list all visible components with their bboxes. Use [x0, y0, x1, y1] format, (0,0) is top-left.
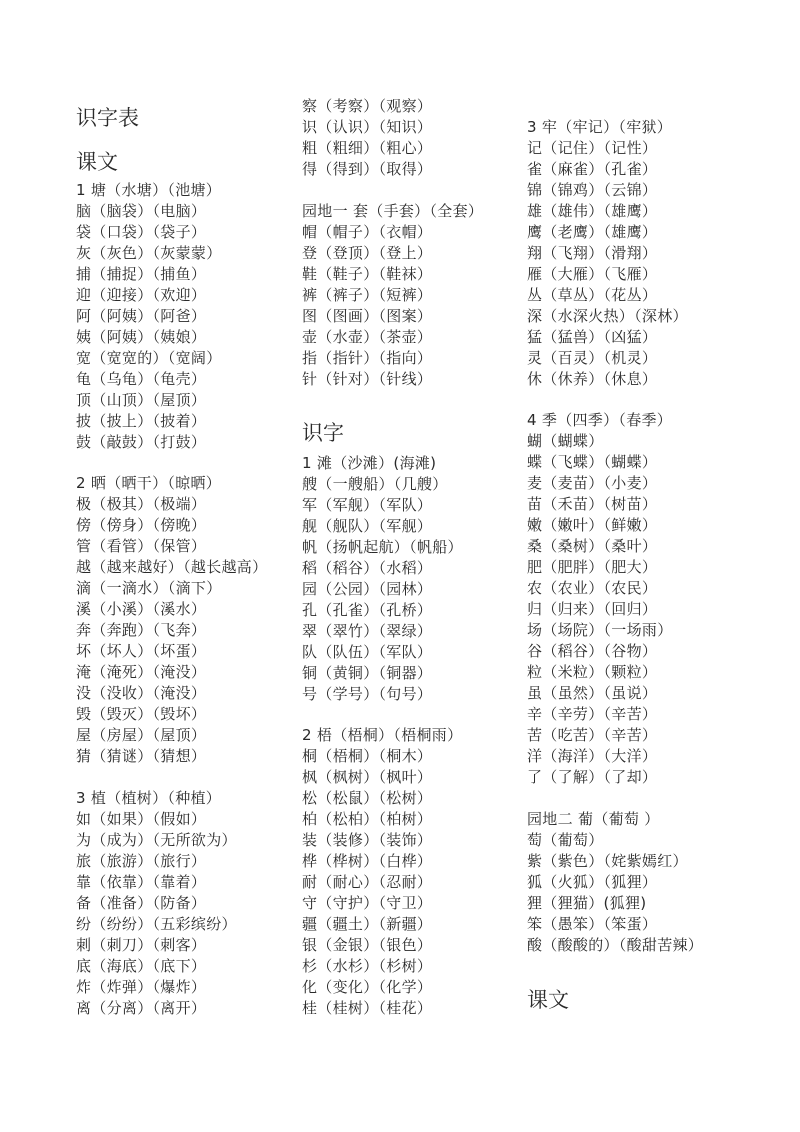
lesson-3-list	[76, 788, 237, 1019]
list-item: 淹（淹死）（淹没）	[76, 663, 207, 681]
list-item: 阿（阿姨）（阿爸）	[76, 307, 207, 325]
list-item: 帆（扬帆起航）（帆船）	[302, 538, 463, 556]
list-item: 4 季（四季）（春季）	[527, 411, 673, 429]
list-item: 园（公园）（园林）	[302, 580, 433, 598]
shizi-1-list	[302, 453, 463, 705]
list-item: 苗（禾苗）（树苗）	[527, 495, 658, 513]
list-item: 装（装修）（装饰）	[302, 831, 433, 849]
list-item: 丛（草丛）（花丛）	[527, 286, 658, 304]
list-item: 洋（海洋）（大洋）	[527, 747, 658, 765]
list-item: 肥（肥胖）（肥大）	[527, 558, 658, 576]
list-item: 登（登顶）（登上）	[302, 244, 433, 262]
list-item: 园地一 套（手套）（全套）	[302, 202, 484, 220]
list-item: 为（成为）（无所欲为）	[76, 831, 237, 849]
list-item: 翠（翠竹）（翠绿）	[302, 622, 433, 640]
list-item: 柏（松柏）（柏树）	[302, 810, 433, 828]
list-item: 指（指针）（指向）	[302, 349, 433, 367]
list-item: 雄（雄伟）（雄鹰）	[527, 202, 658, 220]
shizi-2-list	[302, 725, 462, 1019]
list-item: 紫（紫色）（姹紫嫣红）	[527, 852, 688, 870]
list-item: 帽（帽子）（衣帽）	[302, 223, 433, 241]
list-item: 坏（坏人）（坏蛋）	[76, 642, 207, 660]
list-item: 毁（毁灭）（毁坏）	[76, 705, 207, 723]
list-item: 灵（百灵）（机灵）	[527, 349, 658, 367]
list-item: 萄（葡萄）	[527, 831, 604, 849]
shizi-4-list	[527, 410, 673, 788]
list-item: 奔（奔跑）（飞奔）	[76, 621, 207, 639]
list-item: 管（看管）（保管）	[76, 537, 207, 555]
list-item: 枫（枫树）（枫叶）	[302, 768, 433, 786]
list-item: 迎（迎接）（欢迎）	[76, 286, 207, 304]
list-item: 农（农业）（农民）	[527, 579, 658, 597]
list-item: 松（松鼠）（松树）	[302, 789, 433, 807]
list-item: 银（金银）（银色）	[302, 936, 433, 954]
list-item: 休（休养）（休息）	[527, 370, 658, 388]
list-item: 离（分离）（离开）	[76, 999, 207, 1017]
section-heading-shizi: 识字	[302, 421, 344, 445]
list-item: 灰（灰色）（灰蒙蒙）	[76, 244, 222, 262]
list-item: 鞋（鞋子）（鞋袜）	[302, 265, 433, 283]
list-item: 疆（疆土）（新疆）	[302, 915, 433, 933]
list-item: 越（越来越好）（越长越高）	[76, 558, 268, 576]
list-item: 雁（大雁）（飞雁）	[527, 265, 658, 283]
list-item: 了（了解）（了却）	[527, 768, 658, 786]
list-item: 孔（孔雀）（孔桥）	[302, 601, 433, 619]
list-item: 得（得到）（取得）	[302, 160, 433, 178]
list-item: 备（准备）（防备）	[76, 894, 207, 912]
list-item: 化（变化）（化学）	[302, 978, 433, 996]
list-item: 谷（稻谷）（谷物）	[527, 642, 658, 660]
list-item: 归（归来）（回归）	[527, 600, 658, 618]
list-item: 嫩（嫩叶）（鲜嫩）	[527, 516, 658, 534]
list-item: 裤（裤子）（短裤）	[302, 286, 433, 304]
list-item: 狐（火狐）（狐狸）	[527, 873, 658, 891]
list-item: 1 滩（沙滩）(海滩)	[302, 454, 437, 472]
list-item: 辛（辛劳）（辛苦）	[527, 705, 658, 723]
list-item: 底（海底）（底下）	[76, 957, 207, 975]
list-item: 蝴（蝴蝶）	[527, 432, 604, 450]
list-item: 虽（虽然）（虽说）	[527, 684, 658, 702]
list-item: 姨（阿姨）（姨娘）	[76, 328, 207, 346]
list-item: 捕（捕捉）（捕鱼）	[76, 265, 207, 283]
list-item: 针（针对）（针线）	[302, 370, 433, 388]
list-item: 粒（米粒）（颗粒）	[527, 663, 658, 681]
list-item: 3 植（植树）（种植）	[76, 789, 222, 807]
list-item: 极（极其）（极端）	[76, 495, 207, 513]
list-item: 队（队伍）（军队）	[302, 643, 433, 661]
list-item: 铜（黄铜）（铜器）	[302, 664, 433, 682]
list-item: 察（考察）（观察）	[302, 97, 433, 115]
list-item: 鹰（老鹰）（雄鹰）	[527, 223, 658, 241]
list-item: 滴（一滴水）（滴下）	[76, 579, 222, 597]
garden-1-list	[302, 201, 483, 390]
list-item: 炸（炸弹）（爆炸）	[76, 978, 207, 996]
list-item: 猜（猜谜）（猜想）	[76, 747, 207, 765]
list-item: 艘（一艘船）（几艘）	[302, 475, 448, 493]
list-item: 脑（脑袋）（电脑）	[76, 202, 207, 220]
list-item: 猛（猛兽）（凶猛）	[527, 328, 658, 346]
list-item: 刺（刺刀）（刺客）	[76, 936, 207, 954]
list-item: 3 牢（牢记）（牢狱）	[527, 118, 673, 136]
list-item: 狸（狸猫）(狐狸)	[527, 894, 647, 912]
list-item: 傍（傍身）（傍晚）	[76, 516, 207, 534]
list-item: 蝶（飞蝶）（蝴蝶）	[527, 453, 658, 471]
list-item: 锦（锦鸡）（云锦）	[527, 181, 658, 199]
list-item: 麦（麦苗）（小麦）	[527, 474, 658, 492]
garden-2-list	[527, 809, 703, 956]
list-item: 旅（旅游）（旅行）	[76, 852, 207, 870]
list-item: 笨（愚笨）（笨蛋）	[527, 915, 658, 933]
list-item: 如（如果）（假如）	[76, 810, 207, 828]
section-heading-kewen-2: 课文	[527, 988, 569, 1012]
lesson-continued-list	[302, 96, 432, 180]
list-item: 袋（口袋）（袋子）	[76, 223, 207, 241]
list-item: 溪（小溪）（溪水）	[76, 600, 207, 618]
list-item: 披（披上）（披着）	[76, 412, 207, 430]
list-item: 耐（耐心）（忍耐）	[302, 873, 433, 891]
list-item: 屋（房屋）（屋顶）	[76, 726, 207, 744]
list-item: 酸（酸酸的）（酸甜苦辣）	[527, 936, 704, 954]
list-item: 记（记住）（记性）	[527, 139, 658, 157]
page-title: 识字表	[76, 106, 139, 130]
list-item: 宽（宽宽的）（宽阔）	[76, 349, 222, 367]
lesson-2-list	[76, 473, 267, 767]
section-heading-kewen: 课文	[76, 150, 118, 174]
list-item: 鼓（敲鼓）（打鼓）	[76, 433, 207, 451]
list-item: 图（图画）（图案）	[302, 307, 433, 325]
shizi-3-list	[527, 117, 688, 390]
list-item: 粗（粗细）（粗心）	[302, 139, 433, 157]
list-item: 场（场院）（一场雨）	[527, 621, 673, 639]
list-item: 靠（依靠）（靠着）	[76, 873, 207, 891]
list-item: 深（水深火热）（深林）	[527, 307, 688, 325]
list-item: 稻（稻谷）（水稻）	[302, 559, 433, 577]
list-item: 壶（水壶）（茶壶）	[302, 328, 433, 346]
list-item: 苦（吃苦）（辛苦）	[527, 726, 658, 744]
list-item: 桐（梧桐）（桐木）	[302, 747, 433, 765]
list-item: 雀（麻雀）（孔雀）	[527, 160, 658, 178]
list-item: 桑（桑树）（桑叶）	[527, 537, 658, 555]
lesson-1-list	[76, 180, 222, 453]
list-item: 纷（纷纷）（五彩缤纷）	[76, 915, 237, 933]
list-item: 顶（山顶）（屋顶）	[76, 391, 207, 409]
list-item: 号（学号）（句号）	[302, 685, 433, 703]
list-item: 园地二 葡（葡萄 ）	[527, 810, 660, 828]
list-item: 1 塘（水塘）（池塘）	[76, 181, 222, 199]
list-item: 龟（乌龟）（龟壳）	[76, 370, 207, 388]
list-item: 没（没收）（淹没）	[76, 684, 207, 702]
list-item: 舰（舰队）（军舰）	[302, 517, 433, 535]
list-item: 桦（桦树）（白桦）	[302, 852, 433, 870]
list-item: 2 梧（梧桐）（梧桐雨）	[302, 726, 463, 744]
list-item: 2 晒（晒干）（晾晒）	[76, 474, 222, 492]
list-item: 识（认识）（知识）	[302, 118, 433, 136]
list-item: 军（军舰）（军队）	[302, 496, 433, 514]
list-item: 桂（桂树）（桂花）	[302, 999, 433, 1017]
list-item: 翔（飞翔）（滑翔）	[527, 244, 658, 262]
list-item: 杉（水杉）（杉树）	[302, 957, 433, 975]
list-item: 守（守护）（守卫）	[302, 894, 433, 912]
